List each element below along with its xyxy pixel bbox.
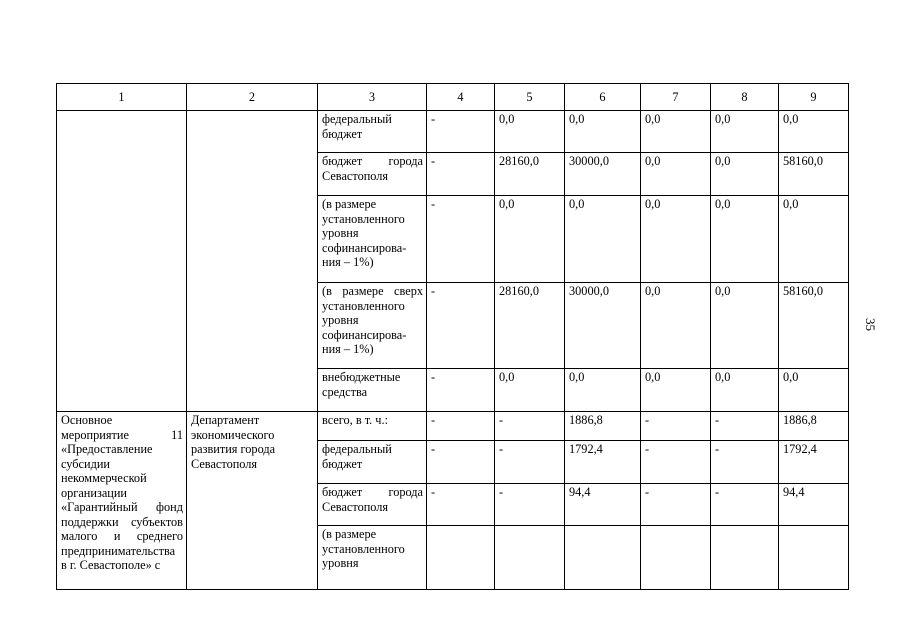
value-cell: - xyxy=(427,283,495,369)
value-cell: - xyxy=(427,196,495,283)
value-cell: - xyxy=(711,484,779,526)
value-cell xyxy=(711,526,779,590)
empty-executor-cell xyxy=(187,111,318,412)
source-cell: (в размере установленного уровня софинансирова-ния – 1%) xyxy=(318,196,427,283)
value-cell xyxy=(779,526,849,590)
value-cell: 0,0 xyxy=(641,369,711,412)
value-cell xyxy=(641,526,711,590)
value-cell: - xyxy=(427,441,495,484)
value-cell: 0,0 xyxy=(711,153,779,196)
activity-cell: Основное мероприятие 11 «Предоставление субсидии некоммерческой организации «Гарантийный фонд поддержки субъектов малого и среднего предпринимательства в г. Севастополе» с xyxy=(57,412,187,590)
value-cell: 1886,8 xyxy=(779,412,849,441)
value-cell: 58160,0 xyxy=(779,153,849,196)
page-number: 35 xyxy=(863,318,878,331)
value-cell: 0,0 xyxy=(711,283,779,369)
value-cell: - xyxy=(427,484,495,526)
value-cell xyxy=(565,526,641,590)
value-cell xyxy=(495,526,565,590)
value-cell: - xyxy=(711,412,779,441)
header-cell: 5 xyxy=(495,84,565,111)
header-cell: 6 xyxy=(565,84,641,111)
value-cell: 0,0 xyxy=(711,111,779,153)
value-cell: 0,0 xyxy=(779,111,849,153)
value-cell: 1792,4 xyxy=(779,441,849,484)
value-cell: 30000,0 xyxy=(565,283,641,369)
table-row xyxy=(57,111,849,153)
value-cell: 0,0 xyxy=(641,153,711,196)
value-cell: 0,0 xyxy=(495,369,565,412)
value-cell: 0,0 xyxy=(565,111,641,153)
source-cell: (в размере установленного уровня xyxy=(318,526,427,590)
executor-cell: Департамент экономического развития города Севастополя xyxy=(187,412,318,590)
header-cell: 7 xyxy=(641,84,711,111)
source-cell: федеральный бюджет xyxy=(318,111,427,153)
value-cell: - xyxy=(495,412,565,441)
source-cell: всего, в т. ч.: xyxy=(318,412,427,441)
value-cell: 30000,0 xyxy=(565,153,641,196)
value-cell: 1886,8 xyxy=(565,412,641,441)
header-cell: 4 xyxy=(427,84,495,111)
value-cell: 94,4 xyxy=(779,484,849,526)
header-row xyxy=(57,84,849,111)
value-cell: - xyxy=(427,412,495,441)
value-cell: 0,0 xyxy=(565,196,641,283)
header-cell: 3 xyxy=(318,84,427,111)
value-cell: 0,0 xyxy=(565,369,641,412)
value-cell: 94,4 xyxy=(565,484,641,526)
header-cell: 1 xyxy=(57,84,187,111)
table-row xyxy=(57,412,849,441)
value-cell xyxy=(427,526,495,590)
value-cell: 0,0 xyxy=(779,369,849,412)
source-cell: внебюджетные средства xyxy=(318,369,427,412)
value-cell: 28160,0 xyxy=(495,283,565,369)
value-cell: - xyxy=(641,412,711,441)
empty-activity-cell xyxy=(57,111,187,412)
value-cell: 0,0 xyxy=(711,369,779,412)
value-cell: - xyxy=(427,369,495,412)
value-cell: 0,0 xyxy=(641,111,711,153)
value-cell: 0,0 xyxy=(495,196,565,283)
value-cell: 1792,4 xyxy=(565,441,641,484)
value-cell: - xyxy=(641,441,711,484)
value-cell: - xyxy=(427,153,495,196)
source-cell: бюджет города Севастополя xyxy=(318,484,427,526)
value-cell: - xyxy=(711,441,779,484)
header-cell: 2 xyxy=(187,84,318,111)
value-cell: - xyxy=(495,441,565,484)
value-cell: 0,0 xyxy=(711,196,779,283)
source-cell: федеральный бюджет xyxy=(318,441,427,484)
header-cell: 8 xyxy=(711,84,779,111)
value-cell: - xyxy=(495,484,565,526)
source-cell: бюджет города Севастополя xyxy=(318,153,427,196)
value-cell: - xyxy=(641,484,711,526)
value-cell: 0,0 xyxy=(641,196,711,283)
value-cell: 0,0 xyxy=(495,111,565,153)
value-cell: 0,0 xyxy=(641,283,711,369)
source-cell: (в размере сверх установленного уровня софинансирова-ния – 1%) xyxy=(318,283,427,369)
value-cell: 28160,0 xyxy=(495,153,565,196)
value-cell: - xyxy=(427,111,495,153)
value-cell: 58160,0 xyxy=(779,283,849,369)
header-cell: 9 xyxy=(779,84,849,111)
budget-table xyxy=(56,83,849,590)
value-cell: 0,0 xyxy=(779,196,849,283)
